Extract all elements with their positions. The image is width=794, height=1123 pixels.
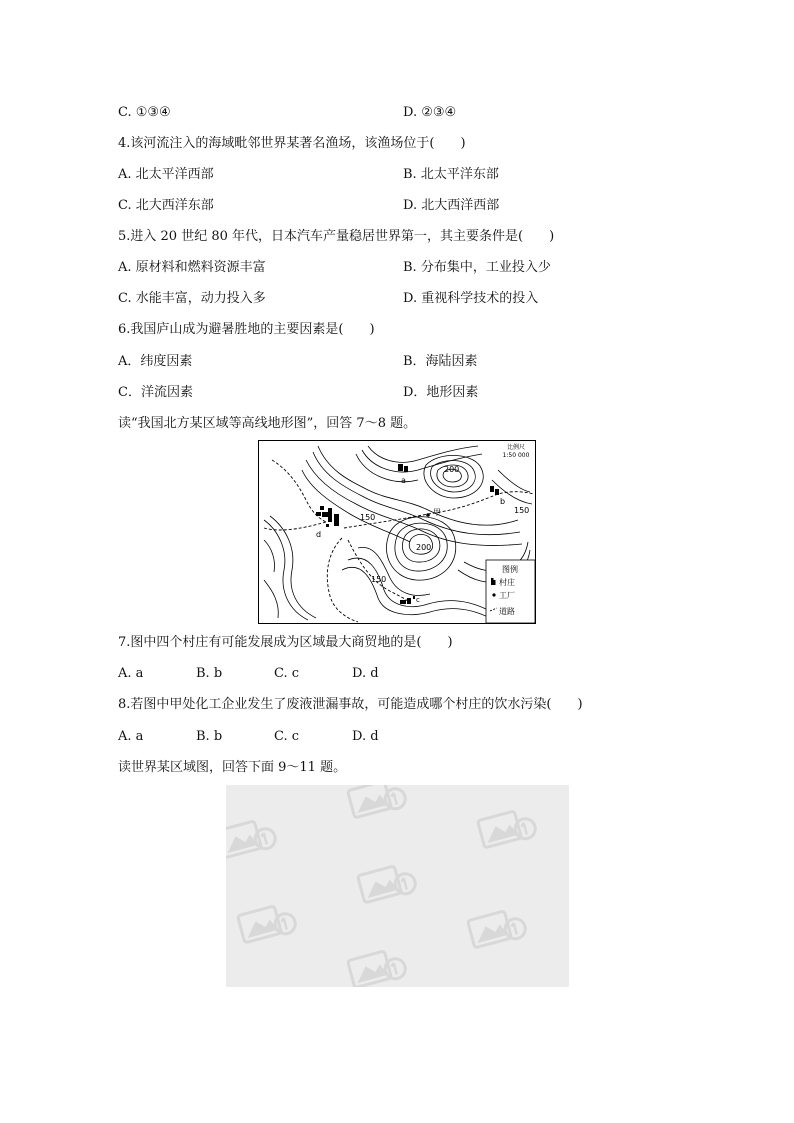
- q3-option-c: C. ①③④: [118, 105, 171, 120]
- contour-label: 150: [360, 513, 376, 522]
- factory-label: 甲: [433, 508, 441, 517]
- legend-road: 道路: [499, 607, 515, 616]
- q5-option-a: A. 原材料和燃料资源丰富: [118, 260, 266, 275]
- factory-marker: [426, 513, 430, 517]
- scale-value: 1:50 000: [502, 452, 530, 459]
- q5-stem: 5.进入 20 世纪 80 年代，日本汽车产量稳居世界第一，其主要条件是( ): [118, 229, 555, 244]
- q8-stem: 8.若图中甲处化工企业发生了废液泄漏事故，可能造成哪个村庄的饮水污染( ): [118, 697, 583, 712]
- q8-option-b: B. b: [196, 729, 223, 744]
- intro-questions-9-11: 读世界某区域图，回答下面 9～11 题。: [118, 760, 347, 775]
- village-label-c: c: [416, 596, 420, 604]
- legend-village: 村庄: [499, 578, 515, 587]
- village-label-a: a: [401, 476, 406, 485]
- contour-label: 200: [416, 543, 432, 552]
- contour-label: 150: [371, 575, 387, 584]
- q6-option-a: A．纬度因素: [118, 354, 193, 369]
- q8-option-c: C. c: [274, 729, 300, 744]
- q7-option-b: B. b: [196, 666, 223, 681]
- q6-option-b: B．海陆因素: [403, 354, 478, 369]
- legend-title: 图例: [502, 565, 518, 574]
- contour-label: 200: [444, 465, 460, 474]
- intro-questions-7-8: 读“我国北方某区域等高线地形图”，回答 7～8 题。: [118, 416, 417, 431]
- q4-option-c: C. 北大西洋东部: [118, 198, 214, 213]
- q7-option-c: C. c: [274, 666, 300, 681]
- image-placeholder: [226, 785, 569, 987]
- q8-option-a: A. a: [118, 729, 144, 744]
- q7-option-a: A. a: [118, 666, 144, 681]
- village-label-b: b: [500, 497, 506, 506]
- q7-option-d: D. d: [352, 666, 379, 681]
- q3-option-d: D. ②③④: [403, 105, 457, 120]
- contour-label: 150: [514, 506, 530, 515]
- contour-map: [258, 440, 536, 624]
- q5-option-c: C. 水能丰富，动力投入多: [118, 291, 266, 306]
- scale-title: 比例尺: [506, 444, 526, 451]
- legend-factory-icon: [492, 593, 495, 596]
- village-label-d: d: [316, 530, 322, 539]
- q5-option-b: B. 分布集中，工业投入少: [403, 260, 551, 275]
- q6-option-d: D．地形因素: [403, 385, 479, 400]
- q6-stem: 6.我国庐山成为避暑胜地的主要因素是( ): [118, 322, 375, 337]
- q4-stem: 4.该河流注入的海域毗邻世界某著名渔场，该渔场位于( ): [118, 136, 466, 151]
- q4-option-b: B. 北太平洋东部: [403, 167, 499, 182]
- q8-option-d: D. d: [352, 729, 379, 744]
- q6-option-c: C．洋流因素: [118, 385, 193, 400]
- q4-option-d: D. 北大西洋西部: [403, 198, 500, 213]
- image-placeholder-icon: [226, 785, 569, 987]
- q7-stem: 7.图中四个村庄有可能发展成为区域最大商贸地的是( ): [118, 635, 453, 650]
- q5-option-d: D. 重视科学技术的投入: [403, 291, 539, 306]
- legend-factory: 工厂: [499, 591, 515, 600]
- q4-option-a: A. 北太平洋西部: [118, 167, 214, 182]
